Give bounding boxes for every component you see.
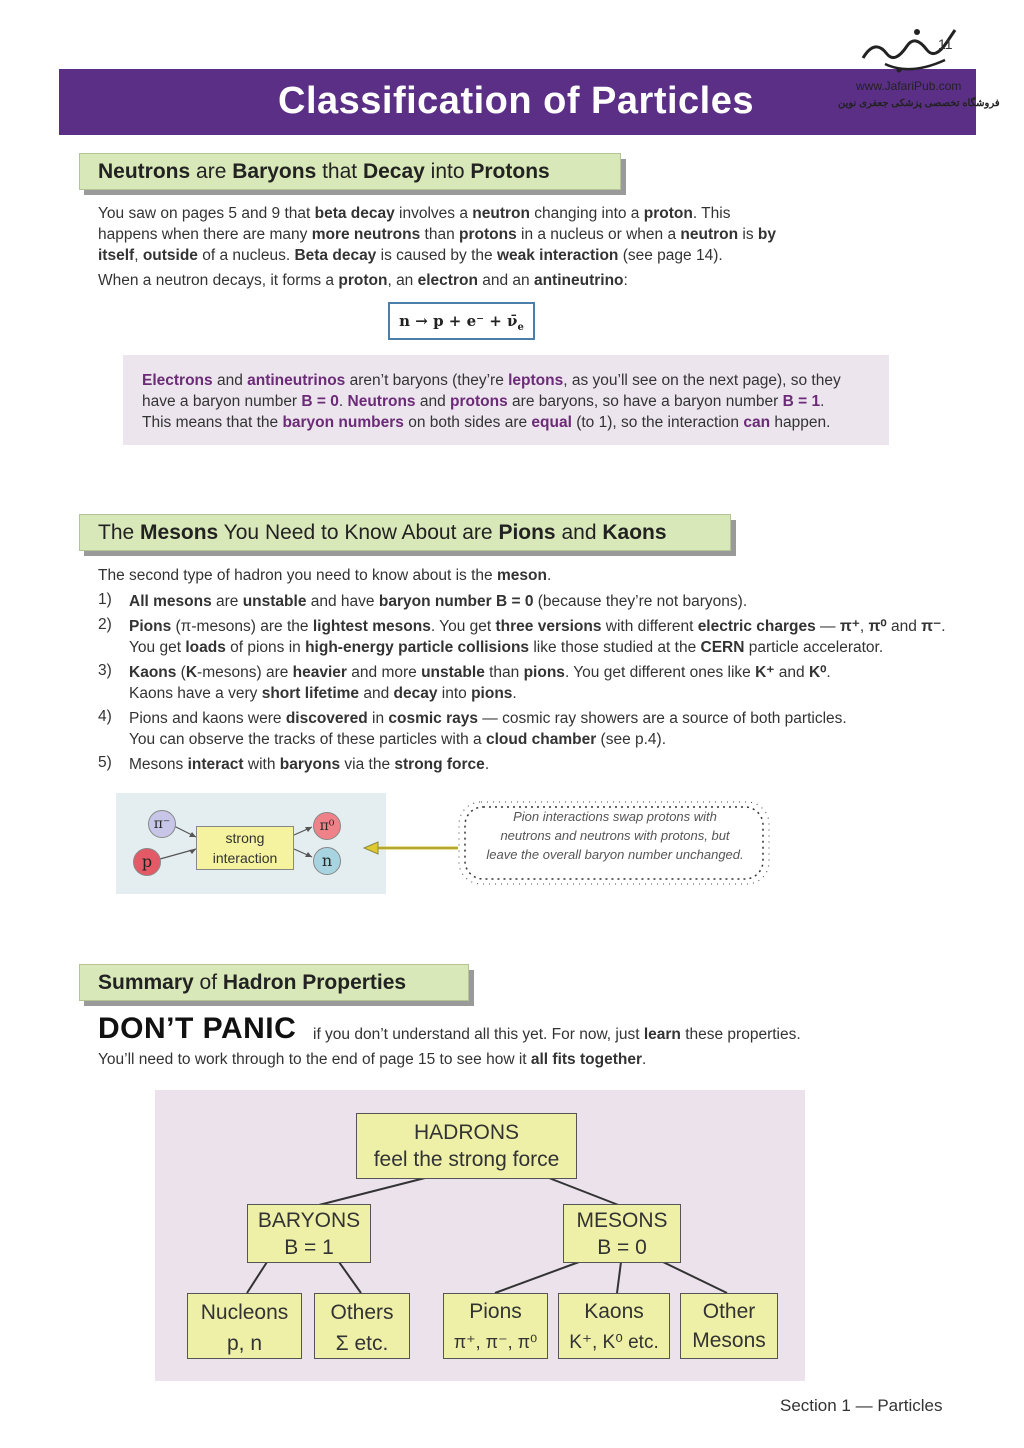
dont-panic-heading: DON’T PANIC bbox=[98, 1012, 297, 1045]
neutron-decay-paragraph: When a neutron decays, it forms a proton, an electron and an antineutrino: bbox=[98, 272, 628, 289]
meson-intro: The second type of hadron you need to know about is the meson. bbox=[98, 567, 552, 584]
page-number: 11 bbox=[938, 36, 953, 52]
decay-equation: $n \to p + e^- + \nū_e$ bbox=[388, 302, 535, 340]
mesons-box: MESONS B = 0 bbox=[563, 1204, 681, 1263]
pi-minus-particle: π⁻ bbox=[148, 810, 176, 838]
neutron-particle: n bbox=[313, 847, 341, 875]
pions-box: Pions π⁺, π⁻, π⁰ bbox=[443, 1293, 548, 1359]
calligraphy-logo-icon bbox=[855, 20, 975, 80]
callout-arrow-icon bbox=[360, 838, 460, 858]
list-item: Pions (π-mesons) are the lightest mesons. You get three versions with different electric charges — π⁺, π⁰ and π⁻. You get loads of pions in high-energy particle collisions like those studied at the CERN particle accelerator. bbox=[129, 618, 946, 656]
dont-panic-text: if you don’t understand all this yet. For now, just learn these properties. bbox=[313, 1026, 801, 1043]
section-heading-summary: Summary of Hadron Properties bbox=[79, 964, 469, 1001]
list-number: 4) bbox=[98, 708, 112, 725]
page-title: Classification of Particles bbox=[278, 80, 754, 122]
logo-url: www.JafariPub.com bbox=[856, 79, 962, 93]
list-item: All mesons are unstable and have baryon number B = 0 (because they’re not baryons). bbox=[129, 593, 748, 610]
section-heading-neutrons: Neutrons are Baryons that Decay into Protons bbox=[79, 153, 621, 190]
list-number: 1) bbox=[98, 591, 112, 608]
list-item: Mesons interact with baryons via the strong force. bbox=[129, 756, 490, 773]
beta-decay-paragraph: You saw on pages 5 and 9 that beta decay involves a neutron changing into a proton. This happens when there are many more neutrons than protons in a nucleus or when a neutron is by itself, outside of a nucleus. Beta decay is caused by the weak interaction (see page 14). bbox=[98, 205, 776, 264]
pi-zero-particle: π⁰ bbox=[313, 812, 341, 840]
list-number: 5) bbox=[98, 754, 112, 771]
list-number: 3) bbox=[98, 662, 112, 679]
pion-callout-text: Pion interactions swap protons with neutrons and neutrons with protons, but leave the overall baryon number unchanged. bbox=[486, 809, 744, 862]
nucleons-box: Nucleons p, n bbox=[187, 1293, 302, 1359]
logo-subtitle: فروشگاه تخصصی پزشکی جعفری نوین bbox=[838, 98, 1000, 109]
baryons-box: BARYONS B = 1 bbox=[247, 1204, 371, 1263]
page-footer: Section 1 — Particles bbox=[780, 1396, 943, 1415]
section-heading-mesons: The Mesons You Need to Know About are Pions and Kaons bbox=[79, 514, 731, 551]
baryon-note-text: Electrons and antineutrinos aren’t baryons (they’re leptons, as you’ll see on the next page), so they have a baryon number B = 0. Neutrons and protons are baryons, so have a baryon number B = 1. This means that the baryon numbers on both sides are equal (to 1), so the interaction can happen. bbox=[142, 372, 841, 431]
other-mesons-box: Other Mesons bbox=[680, 1293, 778, 1359]
strong-interaction-box: strong interaction bbox=[196, 826, 294, 870]
other-baryons-box: Others Σ etc. bbox=[314, 1293, 410, 1359]
dont-panic-text-line2: You’ll need to work through to the end of page 15 to see how it all fits together. bbox=[98, 1051, 647, 1068]
list-item: Pions and kaons were discovered in cosmic rays — cosmic ray showers are a source of both particles. You can observe the tracks of these particles with a cloud chamber (see p.4). bbox=[129, 710, 847, 748]
hadrons-box: HADRONS feel the strong force bbox=[356, 1113, 577, 1179]
proton-particle: p bbox=[133, 848, 161, 876]
kaons-box: Kaons K⁺, K⁰ etc. bbox=[558, 1293, 670, 1359]
publisher-logo bbox=[855, 20, 975, 80]
list-number: 2) bbox=[98, 616, 112, 633]
list-item: Kaons (K-mesons) are heavier and more unstable than pions. You get different ones like K⁺ and K⁰. Kaons have a very short lifetime and decay into pions. bbox=[129, 664, 831, 702]
